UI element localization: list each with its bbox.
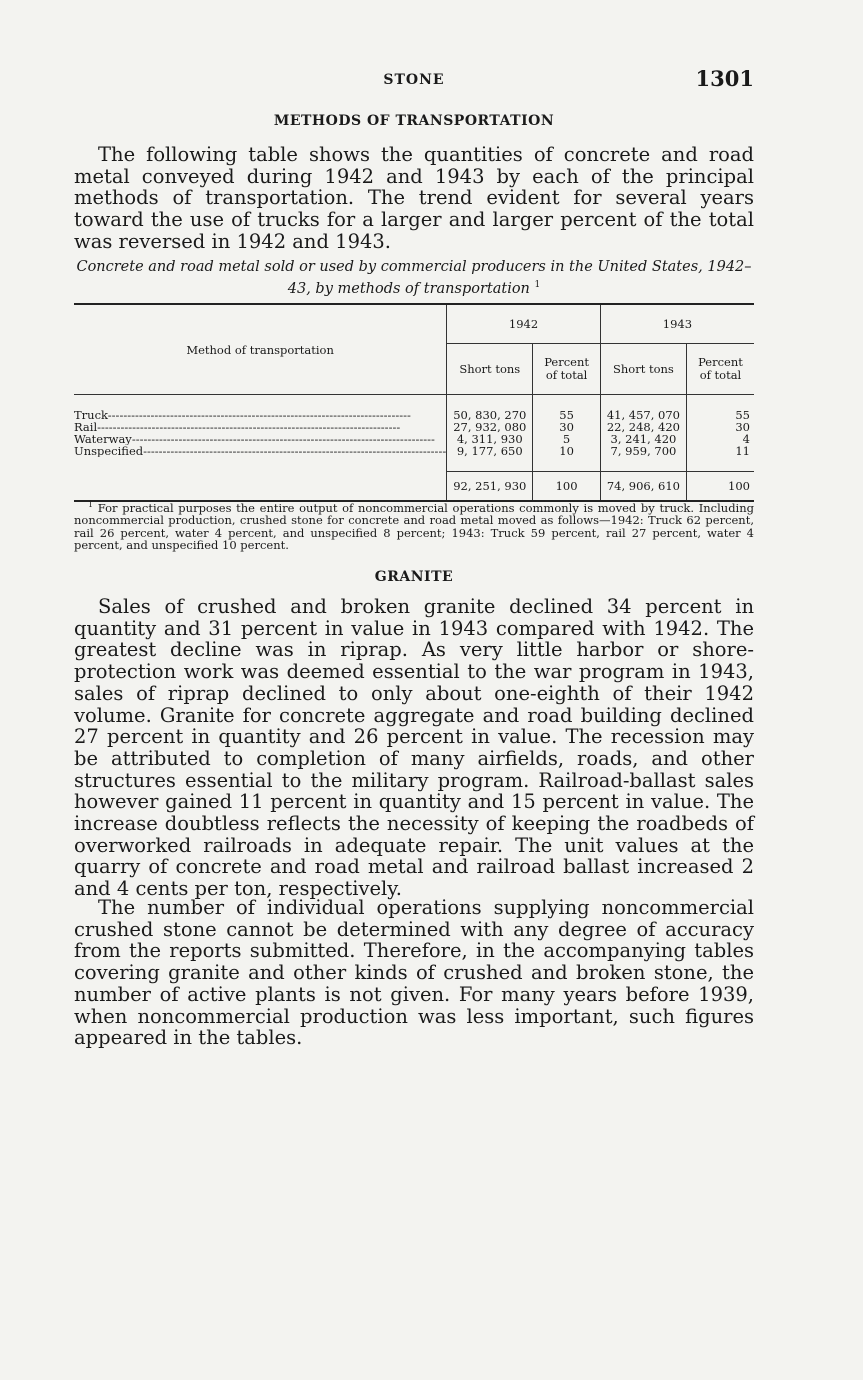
page-number: 1301 [695,66,754,91]
cell-tons-1943: 3, 241, 420 [600,433,686,445]
running-head [74,66,754,94]
header-percent-1942 [533,344,601,395]
cell-pct-1942: 55 [533,409,601,421]
header-year-1943: 1943 [600,304,754,344]
cell-tons-1943: 22, 248, 420 [600,421,686,433]
total-row [74,472,754,502]
row-method: Unspecified------------------------------------------------------------------------------ [74,445,447,457]
cell-pct-1943: 4 [686,433,754,445]
total-pct-1943: 100 [686,472,754,502]
header-percent-1943 [686,344,754,395]
cell-tons-1942: 9, 177, 650 [447,445,533,457]
table-caption-text: Concrete and road metal sold or used by commercial producers in the United States, 1942–43, by methods of transportation [76,259,752,297]
total-tons-1943: 74, 906, 610 [600,472,686,502]
table-row [74,445,754,457]
cell-tons-1942: 4, 311, 930 [447,433,533,445]
table-footnote [74,499,754,552]
row-method: Waterway------------------------------------------------------------------------------ [74,433,435,445]
header-percent-1942-line2: of total [545,368,588,382]
row-method: Rail------------------------------------------------------------------------------ [74,421,401,433]
cell-pct-1943: 55 [686,409,754,421]
header-short-tons-1943: Short tons [600,344,686,395]
header-short-tons-1942: Short tons [447,344,533,395]
row-method-label: Waterway [74,433,132,445]
granite-heading: GRANITE [374,569,454,585]
header-percent-1942-line1: Percent [544,355,589,369]
methods-heading: METHODS OF TRANSPORTATION [273,113,555,129]
total-tons-1942: 92, 251, 930 [447,472,533,502]
footnote-text: For practical purposes the entire output of noncommercial operations commonly is moved by truck. Including noncommercial production, crushed stone for concrete and road metal moved as follows—1942: Truck 62 percent, rail 26 percent, water 4 percent, and unspecified 8 percent; 1943: Truck 59 percent, rail 27 percent, water 4 percent, and unspecified 10 percent. [74,500,754,553]
cell-tons-1943: 41, 457, 070 [600,409,686,421]
header-method: Method of transportation [74,304,447,395]
cell-pct-1942: 5 [533,433,601,445]
cell-tons-1942: 50, 830, 270 [447,409,533,421]
cell-tons-1943: 7, 959, 700 [600,445,686,457]
total-pct-1942: 100 [533,472,601,502]
footnote-marker: 1 [88,500,94,509]
row-method-label: Truck [74,409,108,421]
cell-pct-1942: 10 [533,445,601,457]
table-caption [74,258,754,298]
row-method-label: Rail [74,421,98,433]
cell-pct-1942: 30 [533,421,601,433]
cell-pct-1943: 11 [686,445,754,457]
granite-paragraph-2: The number of individual operations supplying noncommercial crushed stone cannot be determined with any degree of accuracy from the reports submitted. Therefore, in the accompanying tables covering granite and other kinds of crushed and broken stone, the number of active plants is not given. For many years before 1939, when noncommercial production was less important, such figures appeared in the tables. [74,896,754,1050]
total-label-cell [74,472,447,502]
caption-footnote-marker: 1 [534,280,541,290]
running-title: STONE [383,72,445,88]
granite-paragraph-1: Sales of crushed and broken granite declined 34 percent in quantity and 31 percent in value in 1943 compared with 1942. The greatest decline was in riprap. As very little harbor or shore-protection work was deemed essential to the war program in 1943, sales of riprap declined to only about one-eighth of their 1942 volume. Granite for concrete aggregate and road building declined 27 percent in quantity and 26 percent in value. The recession may be attributed to completion of many airfields, roads, and other structures essential to the military program. Railroad-ballast sales however gained 11 percent in quantity and 15 percent in value. The increase doubtless reflects the necessity of keeping the roadbeds of overworked railroads in adequate repair. The unit values at the quarry of concrete and road metal and railroad ballast increased 2 and 4 cents per ton, respectively. [74,595,754,901]
header-year-1942: 1942 [447,304,601,344]
header-percent-1943-line1: Percent [698,355,743,369]
cell-pct-1943: 30 [686,421,754,433]
transport-table [74,303,754,502]
methods-paragraph: The following table shows the quantities of concrete and road metal conveyed during 1942 and 1943 by each of the principal methods of transportation. The trend evident for several years toward the use of trucks for a larger and larger percent of the total was reversed in 1942 and 1943. [74,143,754,253]
row-method: Truck------------------------------------------------------------------------------ [74,409,411,421]
row-method-label: Unspecified [74,445,144,457]
cell-tons-1942: 27, 932, 080 [447,421,533,433]
header-percent-1943-line2: of total [699,368,742,382]
